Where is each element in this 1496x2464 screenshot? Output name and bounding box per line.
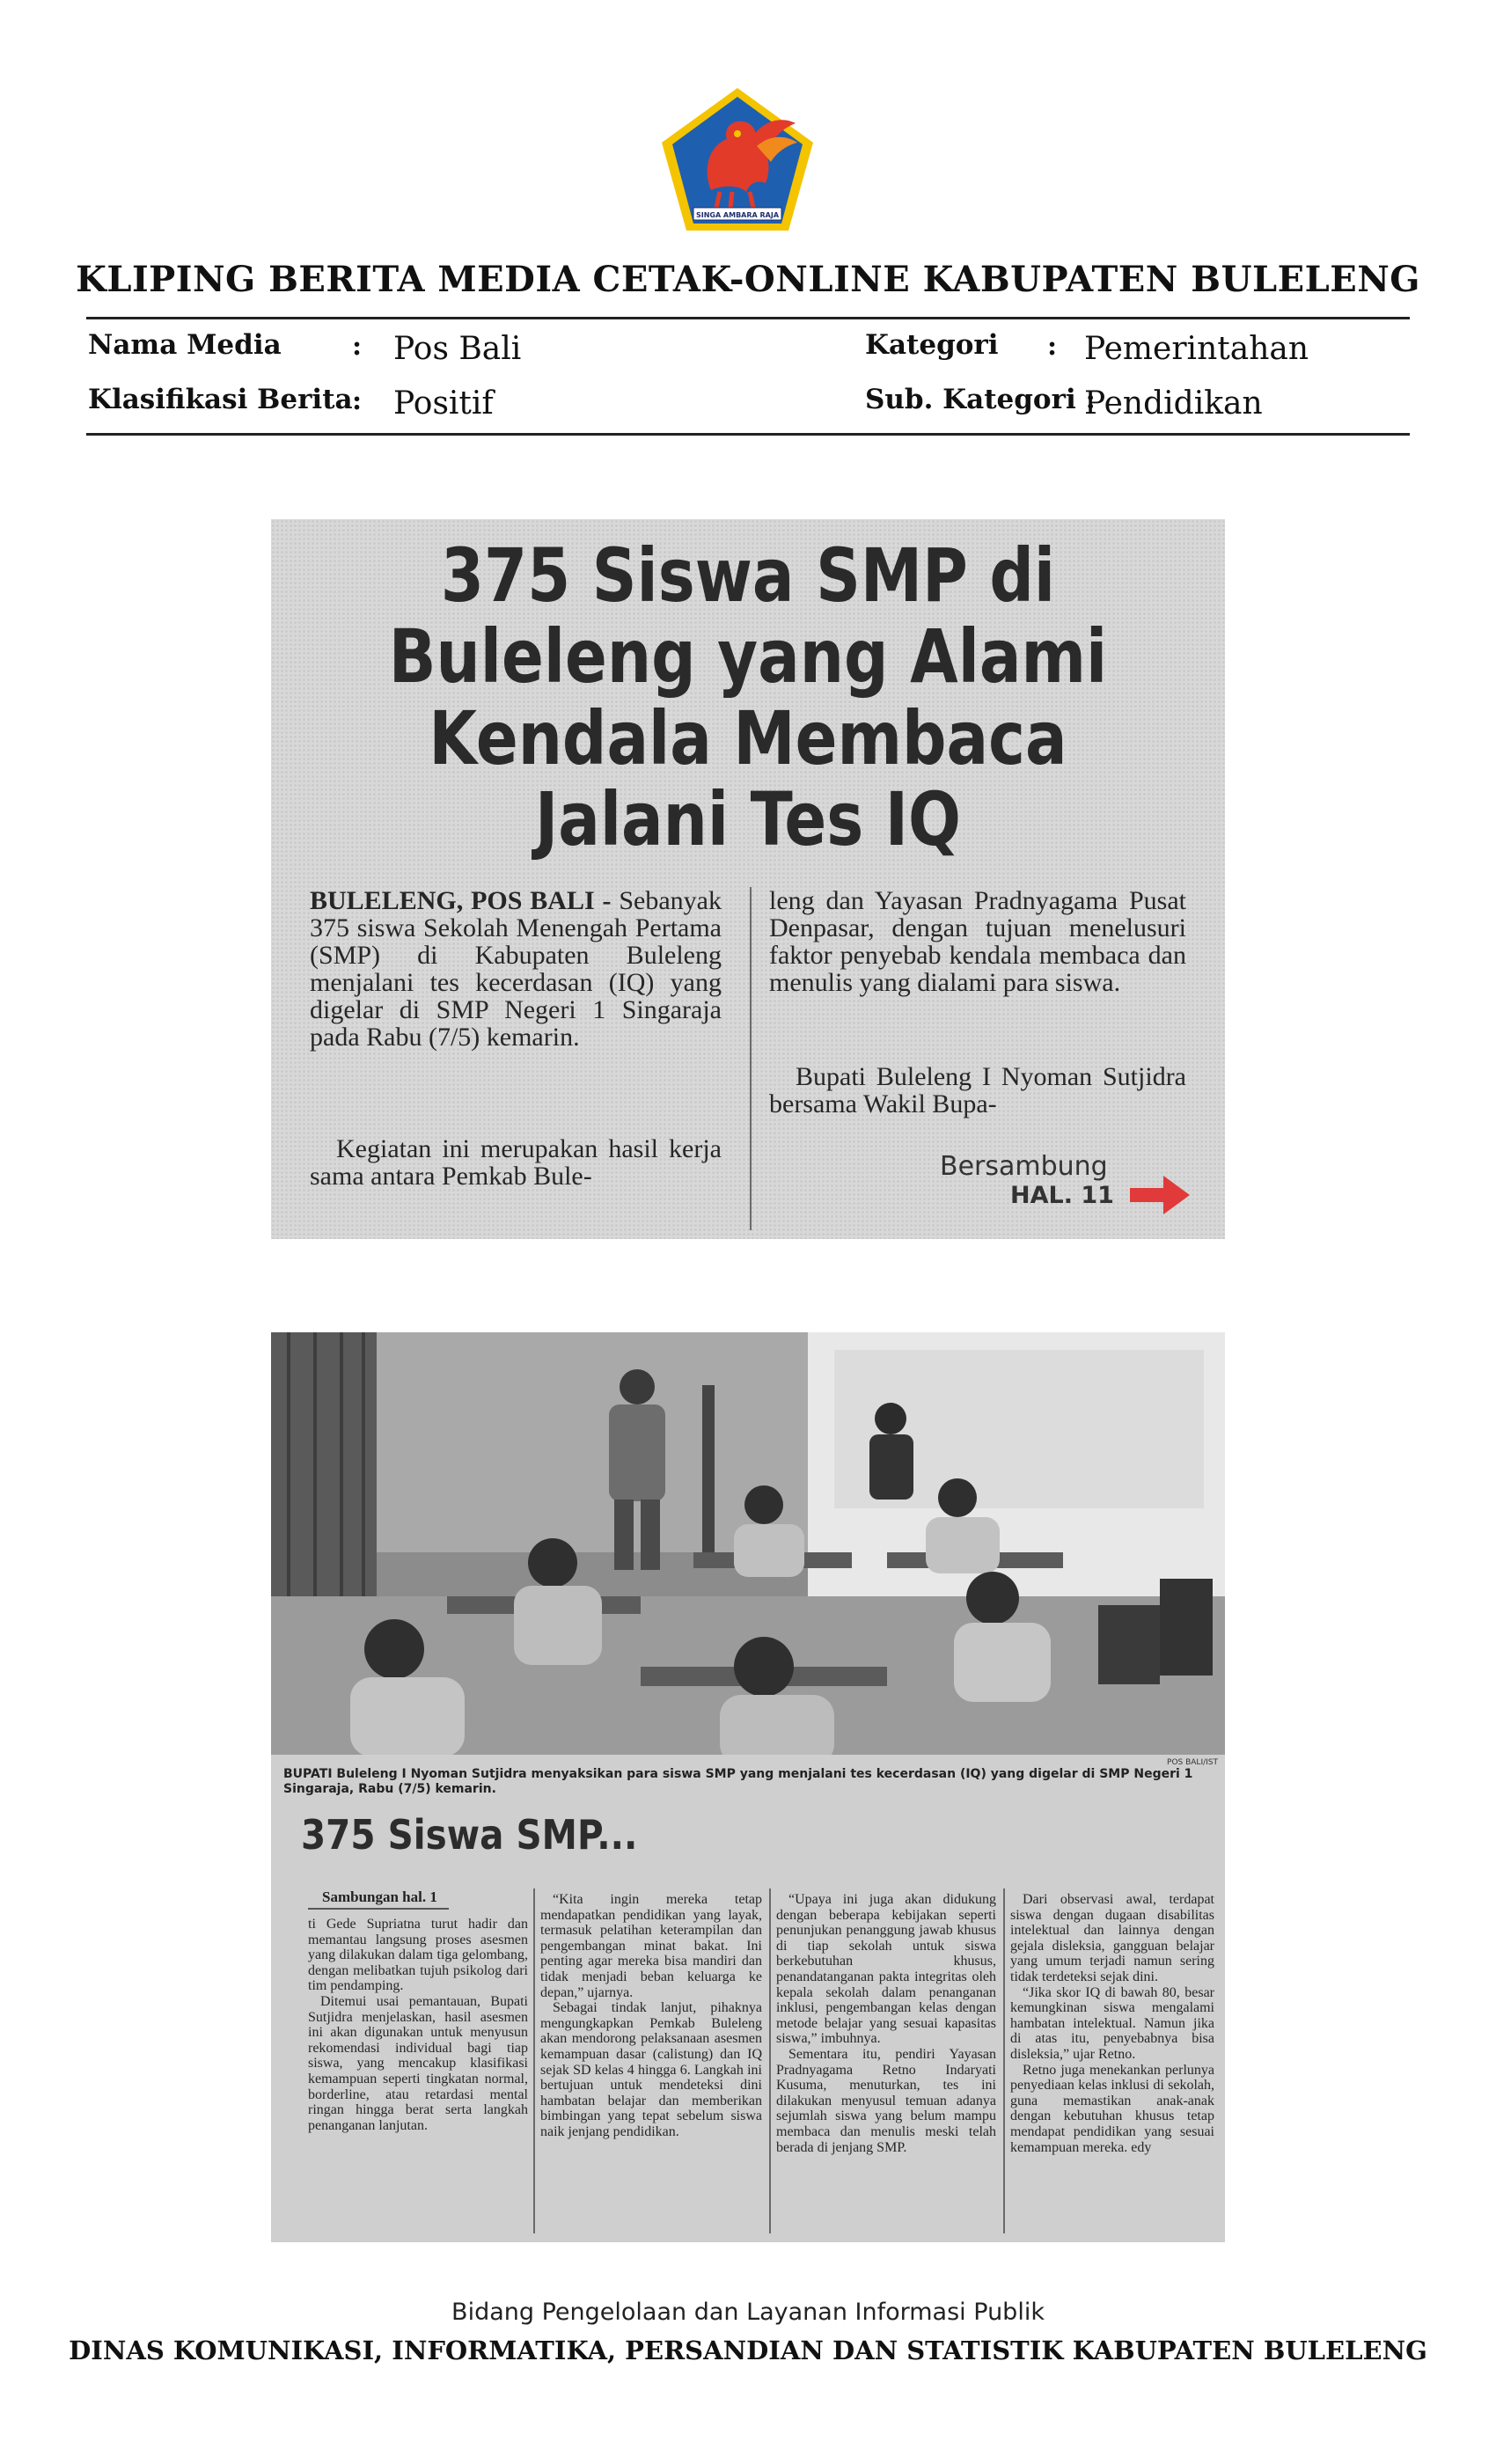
singa-ambara-raja-emblem-icon (658, 84, 817, 234)
document-title: KLIPING BERITA MEDIA CETAK-ONLINE KABUPATEN BULELENG (76, 259, 1420, 300)
media-label: Nama Media (88, 329, 282, 361)
photo-credit: POS BALI/IST (1167, 1758, 1218, 1767)
header-bottom-rule (86, 433, 1410, 436)
continued-label: Bersambung (940, 1151, 1108, 1182)
col2-para: “Kita ingin mereka tetap mendapatkan pendidikan yang layak, termasuk pelatihan keterampilan dan pengembangan minat bakat. Ini penting agar mereka bisa mandiri dan tidak menjadi beban keluarga ke depan,” ujarnya. (540, 1892, 762, 2000)
arrow-right-icon (1125, 1169, 1195, 1221)
continued-column-1 (308, 1917, 528, 2133)
sambungan-label: Sambungan hal. 1 (322, 1888, 437, 1905)
klasifikasi-label: Klasifikasi Berita (88, 384, 353, 415)
sub-kategori-label: Sub. Kategori : (865, 384, 1096, 415)
sambungan-rule (308, 1908, 449, 1910)
front-dateline: BULELENG, POS BALI - (310, 886, 612, 915)
col4-para: Dari observasi awal, terdapat siswa dengan dugaan disabilitas intelektual dan lainnya dengan gejala disleksia, gangguan belajar yang umum terjadi namun sering tidak terdeteksi sejak dini. (1010, 1892, 1214, 1984)
photo-caption: BUPATI Buleleng I Nyoman Sutjidra menyaksikan para siswa SMP yang menjalani tes kecerdasan (IQ) yang digelar di SMP Negeri 1 Singaraja, Rabu (7/5) kemarin. (283, 1767, 1193, 1796)
kategori-colon: : (1047, 331, 1058, 362)
continued-column-4 (1010, 1892, 1214, 2155)
front-page-clipping (271, 519, 1225, 1239)
continuation-clipping (271, 1332, 1225, 2242)
front-headline: 375 Siswa SMP di Buleleng yang Alami Kendala Membaca Jalani Tes IQ (388, 532, 1108, 863)
front-col1-para1-text: Sebanyak 375 siswa Sekolah Menengah Pertama (SMP) di Kabupaten Buleleng menjalani tes kecerdasan (IQ) yang digelar di SMP Negeri 1 Singaraja pada Rabu (7/5) kemarin. (310, 886, 722, 1052)
col2-para: Sebagai tindak lanjut, pihaknya mengungkapkan Pemkab Buleleng akan mendorong pelaksanaan asesmen kemampuan dasar (calistung) dan IQ sejak SD kelas 4 hingga 6. Langkah ini bertujuan untuk mendeteksi dini hambatan belajar dan memberikan bimbingan yang tepat sebelum siswa naik jenjang pendidikan. (540, 2000, 762, 2139)
col3-para: Sementara itu, pendiri Yayasan Pradnyagama Retno Indaryati Kusuma, menuturkan, tes ini dilakukan menyusul temuan adanya sejumlah siswa yang belum mampu membaca dan menulis meski telah berada di jenjang SMP. (776, 2046, 996, 2155)
continued-headline: 375 Siswa SMP... (301, 1811, 638, 1859)
column-divider (1003, 1888, 1005, 2233)
front-col2-para2: Bupati Buleleng I Nyoman Sutjidra bersama Wakil Bupa- (769, 1062, 1186, 1118)
front-col1-para2: Kegiatan ini merupakan hasil kerja sama antara Pemkab Bule- (310, 1134, 722, 1191)
continued-page: HAL. 11 (1010, 1182, 1114, 1209)
sub-kategori-value: Pendidikan (1084, 385, 1263, 422)
front-column-divider (750, 887, 752, 1230)
classroom-photo (271, 1332, 1225, 1755)
svg-text:SINGA AMBARA RAJA: SINGA AMBARA RAJA (695, 211, 780, 219)
column-divider (769, 1888, 771, 2233)
col4-para: Retno juga menekankan perlunya penyediaan kelas inklusi di sekolah, guna memastikan anak-anak dengan kebutuhan khusus tetap mendapat pendidikan yang sesuai kemampuan mereka. edy (1010, 2062, 1214, 2155)
footer-unit: Bidang Pengelolaan dan Layanan Informasi Publik (451, 2299, 1045, 2326)
kategori-value: Pemerintahan (1084, 331, 1309, 367)
klasifikasi-colon: : (352, 385, 363, 416)
front-col1-para1 (310, 887, 722, 1051)
column-divider (533, 1888, 535, 2233)
col3-para: “Upaya ini juga akan didukung dengan beberapa kebijakan seperti penunjukan penanggung jawab khusus di tiap sekolah untuk siswa berkebutuhan khusus, penandatanganan pakta integritas oleh kepala sekolah dalam penanganan inklusi, pengembangan kelas dengan metode belajar yang sesuai kapasitas siswa,” imbuhnya. (776, 1892, 996, 2047)
front-col2-para1: leng dan Yayasan Pradnyagama Pusat Denpasar, dengan tujuan menelusuri faktor penyebab kendala membaca dan menulis yang dialami para siswa. (769, 886, 1186, 997)
media-value: Pos Bali (393, 331, 522, 367)
col1-para: ti Gede Supriatna turut hadir dan memantau langsung proses asesmen yang dilakukan dalam tiga gelombang, dengan melibatkan tujuh psikolog dari tim pendamping. (308, 1917, 528, 1994)
footer-agency: DINAS KOMUNIKASI, INFORMATIKA, PERSANDIAN DAN STATISTIK KABUPATEN BULELENG (69, 2336, 1427, 2365)
kategori-label: Kategori (865, 329, 999, 361)
continued-column-2 (540, 1892, 762, 2140)
continued-column-3 (776, 1892, 996, 2155)
col4-para: “Jika skor IQ di bawah 80, besar kemungkinan siswa mengalami hambatan intelektual. Namun jika di atas itu, penyebabnya bisa disleksia,” ujar Retno. (1010, 1984, 1214, 2062)
media-colon: : (352, 331, 363, 362)
klasifikasi-value: Positif (393, 385, 494, 422)
header-top-rule (86, 317, 1410, 319)
col1-para: Ditemui usai pemantauan, Bupati Sutjidra menjelaskan, hasil asesmen ini akan digunakan untuk menyusun rekomendasi individual bagi tiap siswa, yang mencakup klasifikasi kemampuan seperti tingkatan normal, borderline, atau retardasi mental ringan hingga berat serta langkah penanganan lanjutan. (308, 1993, 528, 2133)
